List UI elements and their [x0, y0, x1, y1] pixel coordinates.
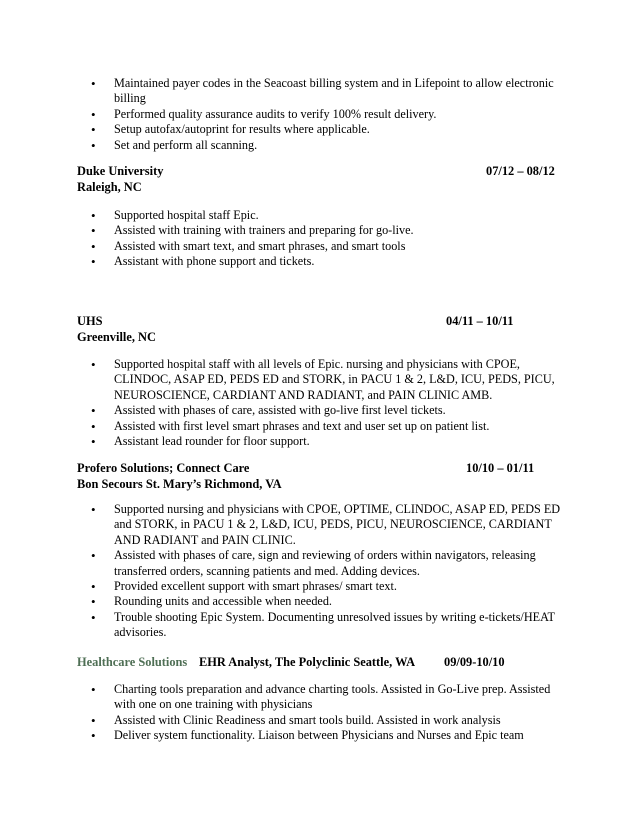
duke-bullet-list — [91, 208, 561, 270]
list-item: • Maintained payer codes in the Seacoast billing system and in Lifepoint to allow electronic billing — [91, 76, 561, 107]
list-item: • Assisted with phases of care, sign and reviewing of orders within navigators, releasing transferred orders, scanning patients and med. Adding devices. — [91, 548, 561, 579]
list-item: • Supported hospital staff Epic. — [91, 208, 561, 223]
list-item: • Assisted with phases of care, assisted with go-live first level tickets. — [91, 403, 561, 418]
uhs-employer: UHS — [77, 314, 103, 328]
list-item: • Charting tools preparation and advance charting tools. Assisted in Go-Live prep. Assisted with one on one training with physicians — [91, 682, 561, 713]
profero-location: Bon Secours St. Mary’s Richmond, VA — [77, 477, 282, 491]
list-item: • Set and perform all scanning. — [91, 138, 561, 153]
profero-employer: Profero Solutions; Connect Care — [77, 461, 250, 475]
duke-dates: 07/12 – 08/12 — [486, 164, 555, 178]
list-item: • Setup autofax/autoprint for results where applicable. — [91, 122, 561, 137]
duke-location: Raleigh, NC — [77, 180, 142, 194]
healthcare-dates: 09/09-10/10 — [444, 655, 505, 669]
list-item: • Supported nursing and physicians with CPOE, OPTIME, CLINDOC, ASAP ED, PEDS ED and STORK, in PACU 1 & 2, L&D, ICU, PEDS, PICU, NEUROSCIENCE, CARDIANT AND RADIANT and PAIN CLINIC. — [91, 502, 561, 548]
list-item: • Assisted with first level smart phrases and text and user set up on patient list. — [91, 419, 561, 434]
list-item: • Assisted with smart text, and smart phrases, and smart tools — [91, 239, 561, 254]
list-item: • Assistant lead rounder for floor support. — [91, 434, 561, 449]
profero-bullet-list — [91, 502, 561, 641]
profero-dates: 10/10 – 01/11 — [466, 461, 535, 475]
seacoast-bullet-list — [91, 76, 561, 153]
list-item: • Assisted with training with trainers and preparing for go-live. — [91, 223, 561, 238]
list-item: • Assistant with phone support and tickets. — [91, 254, 561, 269]
duke-employer: Duke University — [77, 164, 164, 178]
list-item: • Trouble shooting Epic System. Documenting unresolved issues by writing e-tickets/HEAT advisories. — [91, 610, 561, 641]
list-item: • Rounding units and accessible when needed. — [91, 594, 561, 609]
uhs-dates: 04/11 – 10/11 — [446, 314, 514, 328]
list-item: • Provided excellent support with smart phrases/ smart text. — [91, 579, 561, 594]
list-item: • Performed quality assurance audits to verify 100% result delivery. — [91, 107, 561, 122]
healthcare-company: Healthcare Solutions — [77, 655, 188, 669]
list-item: • Deliver system functionality. Liaison between Physicians and Nurses and Epic team — [91, 728, 561, 743]
list-item: • Supported hospital staff with all levels of Epic. nursing and physicians with CPOE, CLINDOC, ASAP ED, PEDS ED and STORK, in PACU 1 & 2, L&D, ICU, PEDS, PICU, NEUROSCIENCE, CARDIANT AND RADIANT, and PAIN CLINIC AMB. — [91, 357, 561, 403]
uhs-location: Greenville, NC — [77, 330, 156, 344]
list-item: • Assisted with Clinic Readiness and smart tools build. Assisted in work analysis — [91, 713, 561, 728]
healthcare-bullet-list — [91, 682, 561, 744]
uhs-bullet-list — [91, 357, 561, 449]
healthcare-title: EHR Analyst, The Polyclinic Seattle, WA — [199, 655, 416, 669]
